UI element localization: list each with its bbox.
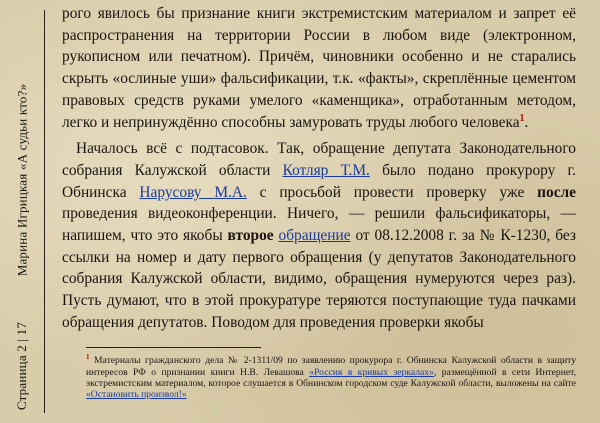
paragraph-2-text: проведения видеоконференции. Ничего, — решили фальсификаторы, — напишем, что это якобы: [62, 205, 576, 245]
emphasis-posle: после: [537, 183, 576, 201]
page-sidebar: [0, 0, 50, 423]
footnote-reference[interactable]: 1: [519, 112, 525, 124]
page-number: Страница 2 | 17: [14, 321, 30, 411]
sidebar-divider: [44, 10, 45, 413]
author-title: Марина Игрицкая «А судьи кто?»: [14, 83, 30, 277]
paragraph-1-text: рого явилось бы признание книги экстремистским материалом и запрет её распространения на территории России в любом виде (электронном, рукописном или печатном). Причём, чиновники особенно и не старались скрыть «ослиные уши» фальсификации, т.к. «факты», скреплённые цементом правовых средств руками умелого «каменщика», отработанным методом, легко и непринуждённо способны замуровать труды любого человека: [62, 5, 576, 131]
link-book[interactable]: «Россия в кривых зеркалах»: [309, 366, 434, 378]
paragraph-2-text: от 08.12.2008 г. за № К-1230, без ссылки на номер и дату первого обращения (у депутатов Законодательного собрания Калужской области, видимо, обращения нумеруются через раз). Пусть думают, что в этой прокуратуре теряются поступающие туда пачками обращения депутатов. Поводом для проведения проверки якобы: [62, 227, 576, 331]
page-number-block: [8, 318, 36, 414]
footnote-text: Материалы гражданского дела № 2-1311/09 по заявлению прокурора г. Обнинска Калужской области в защиту интересов РФ о признании книги Н.В. Левашова: [86, 355, 576, 378]
link-kotlyar[interactable]: Котляр Т.М.: [282, 161, 370, 179]
paragraph-2-text: было подано прокурору г. Обнинска: [62, 161, 576, 201]
running-header: [8, 70, 36, 290]
footnote-divider: [86, 347, 261, 348]
emphasis-vtoroe: второе: [227, 227, 274, 245]
footnote-text: , размещённой в сети Интернет, экстремистским материалом, которое слушается в Обнинском городском суде Калужской области, выложены на сайте: [86, 366, 576, 389]
paragraph-1: [62, 3, 576, 133]
paragraph-1-end: .: [524, 113, 529, 131]
main-text: [62, 3, 576, 334]
paragraph-2: [62, 138, 576, 333]
link-narusova[interactable]: Нарусову М.А.: [139, 183, 247, 201]
link-site[interactable]: «Остановить произвол!»: [86, 389, 187, 401]
paragraph-2-text: Началось всё с подтасовок. Так, обращение депутата Законодательного собрания Калужской области: [62, 140, 576, 179]
footnote: [86, 352, 576, 401]
link-obrashchenie[interactable]: обращение: [278, 227, 351, 245]
footnote-number: 1: [86, 353, 90, 361]
paragraph-2-text: с просьбой провести проверку уже: [246, 183, 538, 201]
